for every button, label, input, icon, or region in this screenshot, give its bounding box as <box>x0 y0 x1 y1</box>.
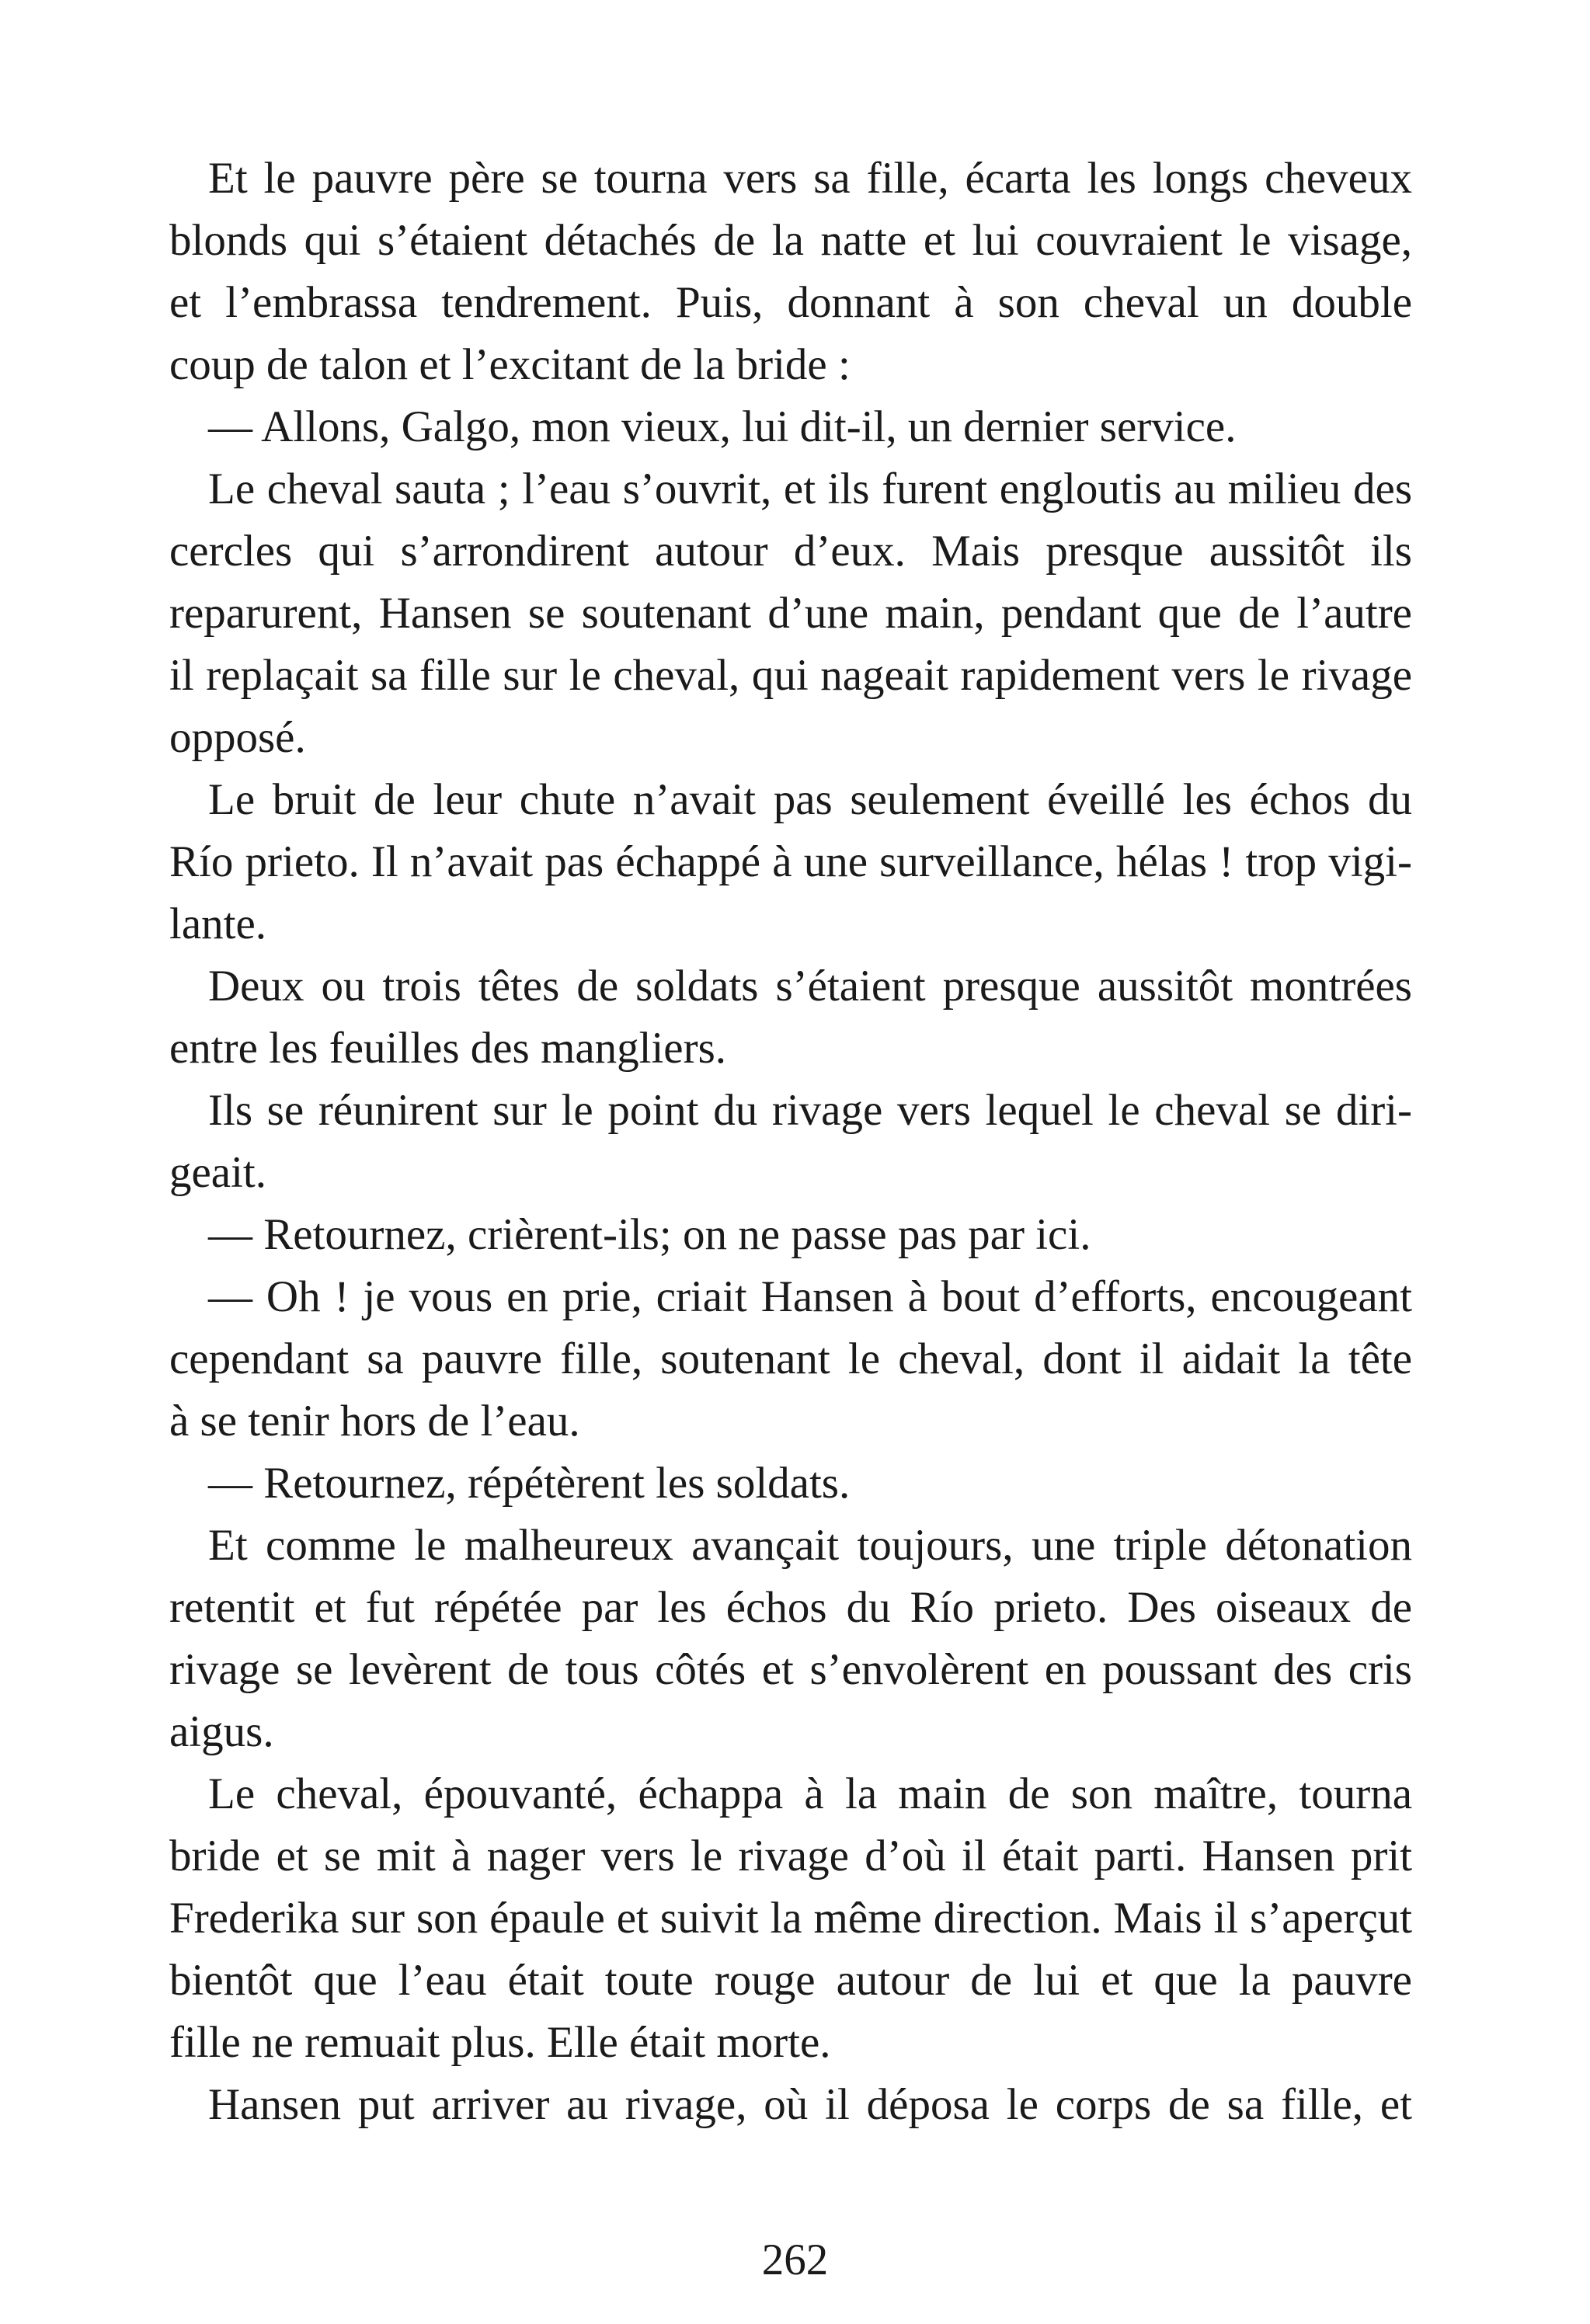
paragraph-12 <box>169 2074 1412 2136</box>
text-line: bride et se mit à nager vers le rivage d’où il était parti. Hansen prit <box>169 1832 1412 1880</box>
text-line: Río prieto. Il n’avait pas échappé à une surveillance, hélas ! trop vigi- <box>169 837 1412 886</box>
text-line: et l’embrassa tendrement. Puis, donnant à son cheval un double <box>169 278 1412 327</box>
text-line: lante. <box>169 899 267 948</box>
text-line: — Oh ! je vous en prie, criait Hansen à bout d’efforts, encougeant <box>208 1272 1412 1321</box>
text-line: Et comme le malheureux avançait toujours, une triple détonation <box>208 1521 1412 1570</box>
paragraph-2 <box>169 396 1412 458</box>
text-line: blonds qui s’étaient détachés de la natte et lui couvraient le visage, <box>169 216 1412 265</box>
text-line: cependant sa pauvre fille, soutenant le cheval, dont il aidait la tête <box>169 1334 1412 1383</box>
paragraph-3 <box>169 458 1412 769</box>
text-line: bientôt que l’eau était toute rouge autour de lui et que la pauvre <box>169 1956 1412 2005</box>
text-line: opposé. <box>169 713 306 762</box>
paragraph-5 <box>169 955 1412 1080</box>
text-line: entre les feuilles des mangliers. <box>169 1024 727 1073</box>
paragraph-10 <box>169 1515 1412 1763</box>
paragraph-11 <box>169 1763 1412 2074</box>
text-line: Le cheval, épouvanté, échappa à la main de son maître, tourna <box>208 1769 1412 1818</box>
paragraph-6 <box>169 1080 1412 1204</box>
text-line: Le bruit de leur chute n’avait pas seulement éveillé les échos du <box>208 775 1412 824</box>
text-line: aigus. <box>169 1707 274 1756</box>
text-line: Ils se réunirent sur le point du rivage vers lequel le cheval se diri- <box>208 1086 1412 1135</box>
text-line: retentit et fut répétée par les échos du Río prieto. Des oiseaux de <box>169 1583 1412 1632</box>
text-line: Le cheval sauta ; l’eau s’ouvrit, et ils furent engloutis au milieu des <box>208 464 1412 513</box>
text-line: rivage se levèrent de tous côtés et s’envolèrent en poussant des cris <box>169 1645 1412 1694</box>
page-number: 262 <box>761 2235 829 2284</box>
text-line: Deux ou trois têtes de soldats s’étaient presque aussitôt montrées <box>208 962 1412 1011</box>
text-line: cercles qui s’arrondirent autour d’eux. Mais presque aussitôt ils <box>169 527 1412 576</box>
page-body <box>169 148 1412 2136</box>
paragraph-7 <box>169 1204 1412 1266</box>
paragraph-9 <box>169 1452 1412 1515</box>
paragraph-4 <box>169 769 1412 955</box>
text-line: — Retournez, crièrent-ils; on ne passe pas par ici. <box>208 1210 1091 1259</box>
text-line: Frederika sur son épaule et suivit la même direction. Mais il s’aperçut <box>169 1894 1412 1943</box>
text-line: reparurent, Hansen se soutenant d’une main, pendant que de l’autre <box>169 589 1412 638</box>
paragraph-1 <box>169 148 1412 396</box>
text-line: Hansen put arriver au rivage, où il déposa le corps de sa fille, et <box>208 2080 1412 2129</box>
text-line: à se tenir hors de l’eau. <box>169 1397 580 1446</box>
paragraph-8 <box>169 1266 1412 1452</box>
text-line: il replaçait sa fille sur le cheval, qui nageait rapidement vers le rivage <box>169 651 1412 700</box>
text-line: coup de talon et l’excitant de la bride : <box>169 340 851 389</box>
text-line: Et le pauvre père se tourna vers sa fille, écarta les longs cheveux <box>208 154 1412 203</box>
text-line: geait. <box>169 1148 267 1197</box>
text-line: fille ne remuait plus. Elle était morte. <box>169 2018 831 2067</box>
text-line: — Retournez, répétèrent les soldats. <box>208 1459 851 1508</box>
text-line: — Allons, Galgo, mon vieux, lui dit-il, un dernier service. <box>208 402 1237 451</box>
